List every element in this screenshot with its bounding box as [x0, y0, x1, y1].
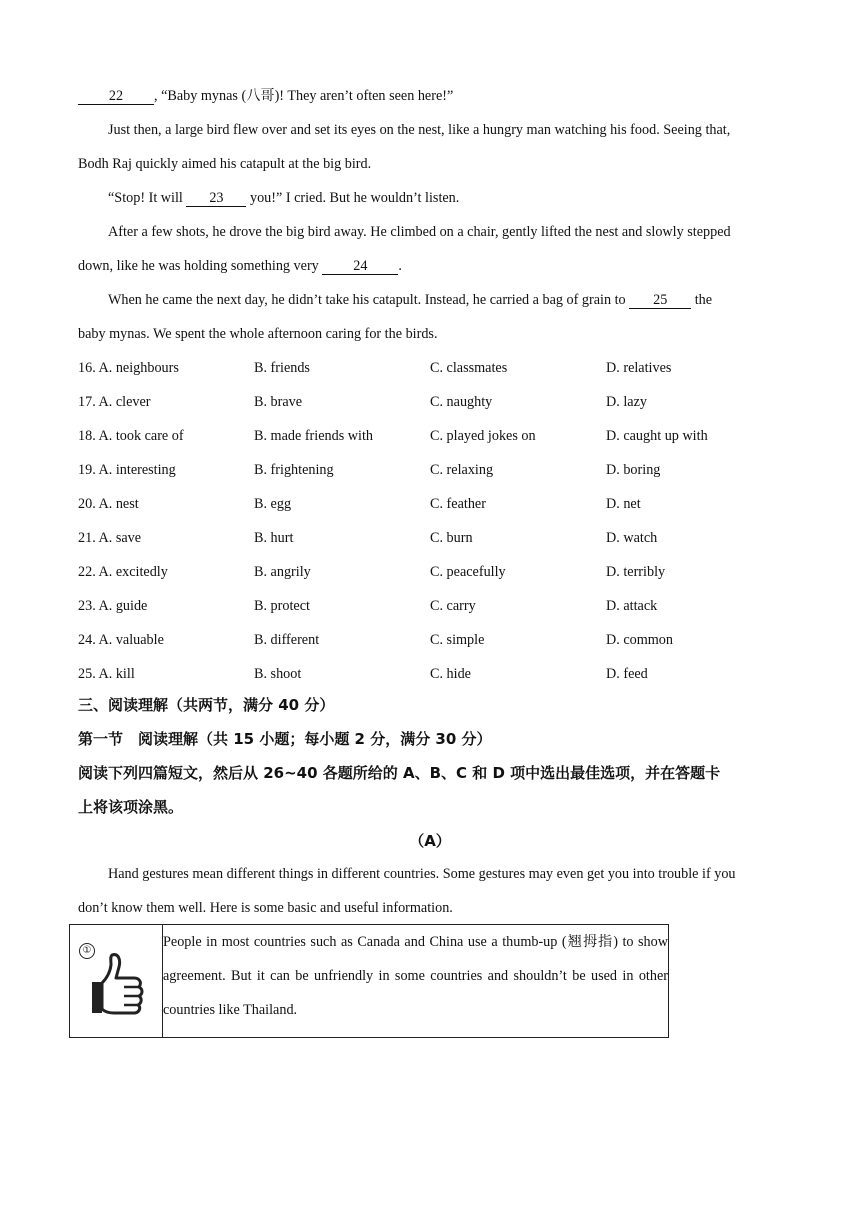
- option-c: C. carry: [430, 598, 476, 614]
- passage-line-22: 22 , “Baby mynas (八哥)! They aren’t often seen here!”: [78, 86, 784, 106]
- blank-23: 23: [186, 190, 246, 207]
- row-number: ①: [79, 943, 95, 959]
- option-a: 24. A. valuable: [78, 632, 164, 648]
- option-b: B. brave: [254, 394, 303, 410]
- option-d: D. feed: [606, 666, 648, 682]
- option-d: D. common: [606, 632, 673, 648]
- question-25: [78, 664, 784, 684]
- option-c: C. burn: [430, 530, 473, 546]
- passage-para-4-line-2: baby mynas. We spent the whole afternoon caring for the birds.: [78, 326, 438, 342]
- option-b: B. different: [254, 632, 320, 648]
- option-d: D. lazy: [606, 394, 647, 410]
- section-3-title: 三、阅读理解（共两节，满分 40 分）: [78, 696, 335, 714]
- option-a: 22. A. excitedly: [78, 564, 168, 580]
- option-c: C. hide: [430, 666, 471, 682]
- gesture-table: [69, 924, 669, 1038]
- option-a: 25. A. kill: [78, 666, 135, 682]
- instructions-line-2: 上将该项涂黑。: [78, 798, 184, 816]
- option-a: 18. A. took care of: [78, 428, 184, 444]
- passage-a-intro-line-1: Hand gestures mean different things in different countries. Some gestures may even get you into trouble if you: [108, 866, 736, 882]
- option-d: D. attack: [606, 598, 658, 614]
- passage-a-label: （A）: [409, 832, 451, 850]
- passage-a-intro-line-2: don’t know them well. Here is some basic and useful information.: [78, 900, 453, 916]
- option-c: C. classmates: [430, 360, 508, 376]
- option-b: B. friends: [254, 360, 310, 376]
- option-d: D. relatives: [606, 360, 672, 376]
- gesture-icon-cell: [70, 925, 163, 1038]
- option-d: D. net: [606, 496, 641, 512]
- option-c: C. peacefully: [430, 564, 506, 580]
- blank-25: 25: [629, 292, 691, 309]
- option-b: B. egg: [254, 496, 292, 512]
- option-a: 20. A. nest: [78, 496, 139, 512]
- question-18: [78, 426, 784, 446]
- passage-para-3-line-2: down, like he was holding something very 24 .: [78, 258, 402, 274]
- option-a: 19. A. interesting: [78, 462, 176, 478]
- question-17: [78, 392, 784, 412]
- question-22: [78, 562, 784, 582]
- option-a: 16. A. neighbours: [78, 360, 179, 376]
- option-a: 21. A. save: [78, 530, 142, 546]
- option-c: C. naughty: [430, 394, 493, 410]
- option-d: D. boring: [606, 462, 661, 478]
- gesture-description: People in most countries such as Canada and China use a thumb-up (翘拇指) to show agreement. But it can be unfriendly in some countries and shouldn’t be used in other countries like Thailand.: [163, 925, 669, 1038]
- passage-para-4-line-1: When he came the next day, he didn’t take his catapult. Instead, he carried a bag of grain to 25 the: [108, 292, 713, 308]
- option-d: D. terribly: [606, 564, 666, 580]
- passage-para-3-line-1: After a few shots, he drove the big bird away. He climbed on a chair, gently lifted the nest and slowly stepped: [108, 224, 731, 240]
- table-row: [70, 925, 669, 1038]
- option-b: B. protect: [254, 598, 310, 614]
- option-b: B. shoot: [254, 666, 302, 682]
- option-b: B. frightening: [254, 462, 334, 478]
- option-a: 17. A. clever: [78, 394, 151, 410]
- option-a: 23. A. guide: [78, 598, 148, 614]
- option-d: D. caught up with: [606, 428, 708, 444]
- passage-para-1-line-2: Bodh Raj quickly aimed his catapult at the big bird.: [78, 156, 372, 172]
- section-3-part-1-title: 第一节 阅读理解（共 15 小题；每小题 2 分，满分 30 分）: [78, 730, 492, 748]
- question-23: [78, 596, 784, 616]
- question-16: [78, 358, 784, 378]
- option-d: D. watch: [606, 530, 658, 546]
- blank-24: 24: [322, 258, 398, 275]
- option-b: B. made friends with: [254, 428, 373, 444]
- option-b: B. hurt: [254, 530, 294, 546]
- question-19: [78, 460, 784, 480]
- question-21: [78, 528, 784, 548]
- option-b: B. angrily: [254, 564, 311, 580]
- question-24: [78, 630, 784, 650]
- option-c: C. feather: [430, 496, 486, 512]
- question-20: [78, 494, 784, 514]
- option-c: C. simple: [430, 632, 485, 648]
- option-c: C. relaxing: [430, 462, 494, 478]
- thumb-up-icon: [90, 949, 148, 1021]
- passage-para-1-line-1: Just then, a large bird flew over and set its eyes on the nest, like a hungry man watching his food. Seeing that,: [108, 122, 731, 138]
- blank-22: 22: [78, 88, 154, 105]
- option-c: C. played jokes on: [430, 428, 536, 444]
- passage-para-2: “Stop! It will 23 you!” I cried. But he wouldn’t listen.: [108, 190, 460, 206]
- instructions-line-1: 阅读下列四篇短文，然后从 26~40 各题所给的 A、B、C 和 D 项中选出最佳选项，并在答题卡: [78, 764, 721, 782]
